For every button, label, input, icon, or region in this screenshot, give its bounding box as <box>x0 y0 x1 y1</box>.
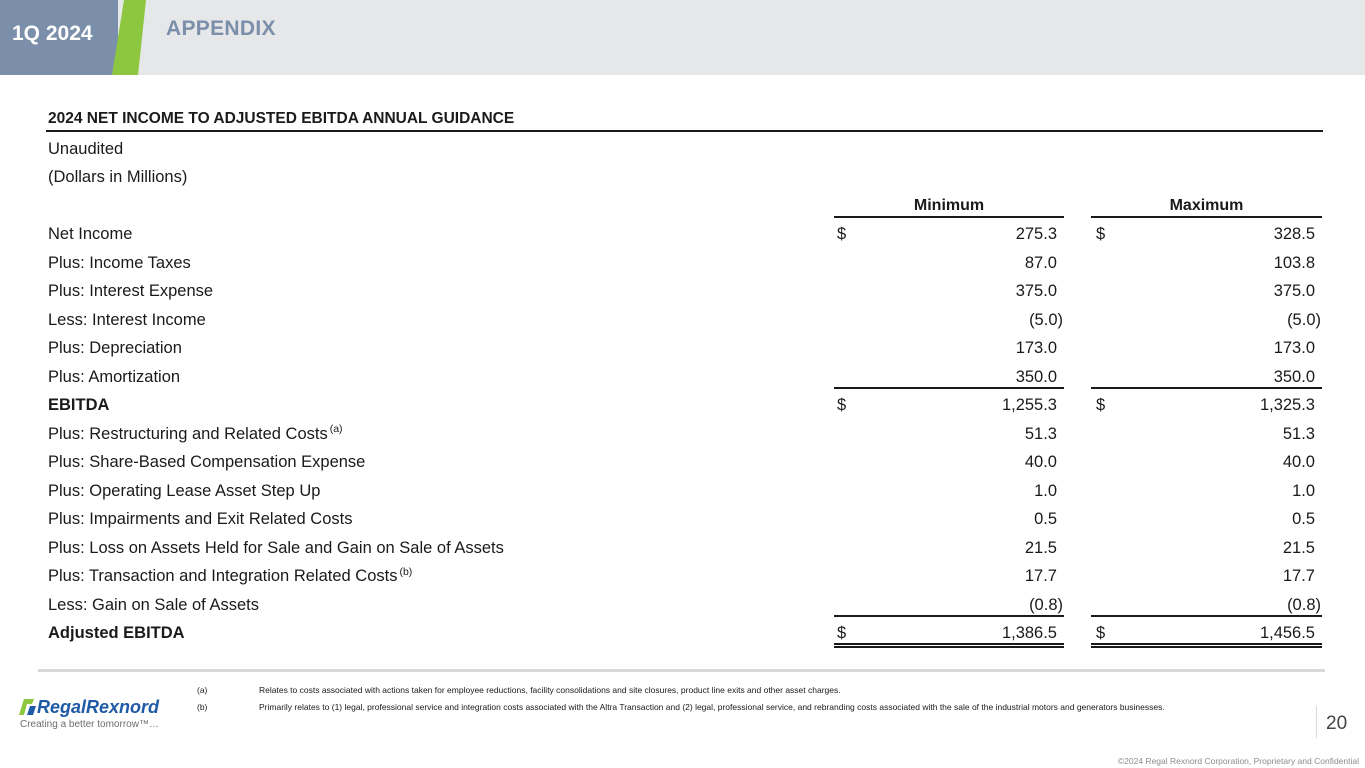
row-label: Less: Gain on Sale of Assets <box>48 595 259 614</box>
value-maximum: 40.0 <box>1282 453 1315 471</box>
double-rule-minimum-2 <box>834 646 1064 648</box>
copyright-notice: ©2024 Regal Rexnord Corporation, Proprietary and Confidential <box>1117 756 1359 766</box>
row-label: Plus: Depreciation <box>48 339 182 357</box>
table-row <box>0 539 1365 567</box>
tagline: Creating a better tomorrow™… <box>20 719 159 730</box>
value-maximum: 21.5 <box>1282 538 1315 557</box>
currency-symbol-min: $ <box>837 624 847 642</box>
table-row <box>0 453 1365 481</box>
double-rule-maximum-2 <box>1091 646 1322 648</box>
value-minimum: (5.0) <box>1029 310 1063 329</box>
column-header-minimum: Minimum <box>913 197 985 214</box>
table-row <box>0 225 1365 253</box>
table-row <box>0 254 1365 282</box>
column-header-maximum: Maximum <box>1169 197 1244 214</box>
footnote-b-key: (b) <box>197 702 208 712</box>
value-minimum: 173.0 <box>1015 339 1057 357</box>
value-maximum: 1,325.3 <box>1259 396 1315 414</box>
value-maximum: 1,456.5 <box>1259 624 1315 642</box>
value-minimum: 1,255.3 <box>1001 396 1057 414</box>
value-minimum: (0.8) <box>1029 595 1063 614</box>
currency-symbol-max: $ <box>1096 396 1106 414</box>
row-label: Adjusted EBITDA <box>48 624 185 642</box>
regal-rexnord-logo <box>18 695 180 717</box>
currency-symbol-max: $ <box>1096 624 1106 642</box>
value-maximum: (0.8) <box>1287 595 1321 614</box>
page-number-separator <box>1316 706 1317 738</box>
value-minimum: 275.3 <box>1015 225 1057 243</box>
value-minimum: 21.5 <box>1024 538 1057 557</box>
table-row <box>0 311 1365 339</box>
title-rule <box>46 130 1323 132</box>
table-row <box>0 396 1365 424</box>
table-title: 2024 NET INCOME TO ADJUSTED EBITDA ANNUAL GUIDANCE <box>48 110 515 127</box>
footnote-b-text: Primarily relates to (1) legal, professional service and integration costs associated with the Altra Transaction and (2) legal, professional service, and rebranding costs associated with the sale of the industrial motors and generators businesses. <box>259 702 1165 712</box>
logo-wordmark: RegalRexnord <box>37 697 160 717</box>
value-minimum: 51.3 <box>1024 424 1057 443</box>
adjusted-rule-maximum <box>1091 615 1322 617</box>
value-maximum: 328.5 <box>1273 225 1315 243</box>
value-maximum: 0.5 <box>1292 510 1315 528</box>
footnote-reference: (b) <box>399 565 413 578</box>
row-label: Plus: Share-Based Compensation Expense <box>48 453 366 471</box>
row-label: Plus: Transaction and Integration Related Costs $^{(b)}$ <box>48 565 413 585</box>
double-rule-minimum-1 <box>834 643 1064 645</box>
currency-symbol-min: $ <box>837 225 847 243</box>
currency-symbol-min: $ <box>837 396 847 414</box>
value-maximum: 103.8 <box>1273 253 1315 272</box>
row-label: Plus: Amortization <box>48 367 181 386</box>
value-minimum: 375.0 <box>1015 282 1057 300</box>
value-maximum: (5.0) <box>1287 310 1321 329</box>
ebitda-rule-minimum <box>834 387 1064 389</box>
row-label: Plus: Interest Expense <box>48 282 214 300</box>
row-label: Plus: Income Taxes <box>48 253 191 272</box>
value-minimum: 1.0 <box>1034 481 1057 500</box>
value-minimum: 350.0 <box>1015 367 1057 386</box>
value-maximum: 17.7 <box>1282 567 1315 585</box>
page-number: 20 <box>1326 713 1348 734</box>
currency-symbol-max: $ <box>1096 225 1106 243</box>
table-row <box>0 596 1365 624</box>
value-maximum: 375.0 <box>1273 282 1315 300</box>
double-rule-maximum-1 <box>1091 643 1322 645</box>
value-maximum: 1.0 <box>1292 481 1315 500</box>
row-label: Plus: Operating Lease Asset Step Up <box>48 481 321 500</box>
unaudited-label: Unaudited <box>48 140 124 158</box>
value-minimum: 17.7 <box>1024 567 1057 585</box>
row-label: Plus: Impairments and Exit Related Costs <box>48 510 353 528</box>
row-label: Less: Interest Income <box>48 310 206 329</box>
section-title: APPENDIX <box>166 17 276 40</box>
table-row <box>0 567 1365 595</box>
value-minimum: 87.0 <box>1024 253 1057 272</box>
ebitda-rule-maximum <box>1091 387 1322 389</box>
table-row <box>0 368 1365 396</box>
table-row <box>0 510 1365 538</box>
row-label: Net Income <box>48 225 133 243</box>
value-minimum: 40.0 <box>1024 453 1057 471</box>
value-minimum: 0.5 <box>1034 510 1057 528</box>
footer-rule <box>38 669 1325 672</box>
units-label: (Dollars in Millions) <box>48 168 188 186</box>
row-label: Plus: Restructuring and Related Costs $^{(a)}$ <box>48 423 343 443</box>
table-row <box>0 624 1365 652</box>
footnote-a-key: (a) <box>197 685 208 695</box>
header-rule-maximum <box>1091 216 1322 218</box>
footnote-reference: (a) <box>329 423 343 435</box>
row-label: Plus: Loss on Assets Held for Sale and Gain on Sale of Assets <box>48 538 504 557</box>
quarter-label: 1Q 2024 <box>12 22 93 45</box>
header-rule-minimum <box>834 216 1064 218</box>
row-label: EBITDA <box>48 396 110 414</box>
table-row <box>0 482 1365 510</box>
value-minimum: 1,386.5 <box>1001 624 1057 642</box>
value-maximum: 350.0 <box>1273 367 1315 386</box>
adjusted-rule-minimum <box>834 615 1064 617</box>
table-row <box>0 425 1365 453</box>
table-row <box>0 339 1365 367</box>
table-row <box>0 282 1365 310</box>
value-maximum: 173.0 <box>1273 339 1315 357</box>
value-maximum: 51.3 <box>1282 424 1315 443</box>
footnote-a-text: Relates to costs associated with actions taken for employee reductions, facility consolidations and site closures, product line exits and other asset charges. <box>259 685 841 695</box>
